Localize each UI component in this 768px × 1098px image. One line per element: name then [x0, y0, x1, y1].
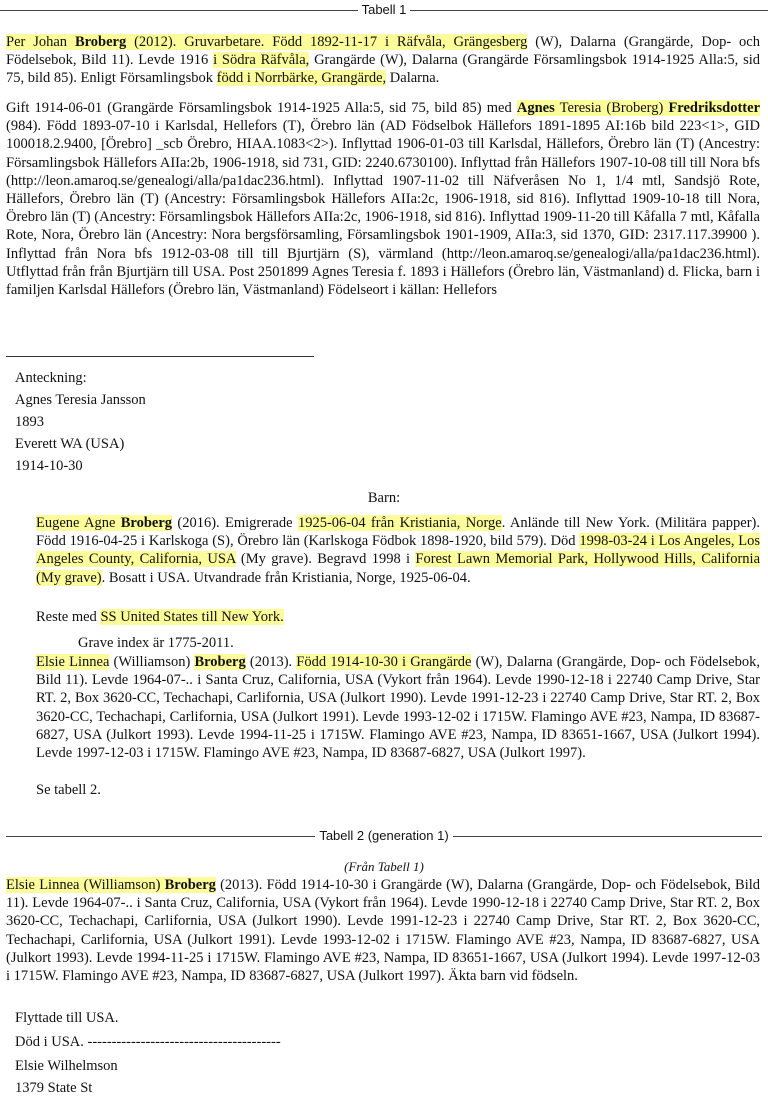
child-eugene-paragraph: Eugene Agne Broberg (2016). Emigrerade 1925-06-04 från Kristiania, Norge. Anlände till New York. (Militära papper). Född 1916-04-25 i Karlskoga (S), Örebro län (Karlskoga Födbok 1898-1920, bild 579). Död 1998-03-24 i Los Angeles, Los Angeles County, California, USA (My grave). Begravd 1998 i Forest Lawn Memorial Park, Hollywood Hills, California (My grave). Bosatt i USA. Utvandrade från Kristiania, Norge, 1925-06-04.	[36, 515, 761, 586]
section-divider	[6, 356, 314, 357]
see-table-link[interactable]: Se tabell 2.	[36, 782, 101, 798]
table1-title: Tabell 1	[0, 2, 768, 17]
grave-index: Grave index är 1775-2011.	[78, 635, 234, 651]
child-elsie-paragraph: Elsie Linnea (Williamson) Broberg (2013). Född 1914-10-30 i Grangärde (W), Dalarna (Grangärde, Dop- och Födelsebok, Bild 11). Levde 1964-07-.. i Santa Cruz, California, USA (Vykort från 1964). Levde 1990-12-18 i 22740 Camp Drive, Star RT. 2, Box 3620-CC, Techachapi, Carlifornia, USA (Julkort 1990). Levde 1991-12-23 i 22740 Camp Drive, Star RT. 2, Box 3620-CC, Techachapi, Carlifornia, USA (Julkort 1991). Levde 1993-12-02 i 1715W. Flamingo AVE #23, Nampa, ID 83687-6827, USA (Julkort 1993). Levde 1994-11-25 i 1715W. Flamingo AVE #23, Nampa, ID 83651-1667, USA (Julkort 1994). Levde 1997-12-03 i 1715W. Flamingo AVE #23, Nampa, ID 83687-6827, USA (Julkort 1997).	[36, 654, 760, 762]
contact-name: Elsie Wilhelmson	[15, 1058, 118, 1074]
child-eugene-travel: Reste med SS United States till New York.	[36, 609, 284, 625]
table2-person-paragraph: Elsie Linnea (Williamson) Broberg (2013). Född 1914-10-30 i Grangärde (W), Dalarna (Grangärde, Dop- och Födelsebok, Bild 11). Levde 1964-07-.. i Santa Cruz, California, USA (Vykort från 1964). Levde 1990-12-18 i 22740 Camp Drive, Star RT. 2, Box 3620-CC, Techachapi, Carlifornia, USA (Julkort 1990). Levde 1991-12-23 i 22740 Camp Drive, Star RT. 2, Box 3620-CC, Techachapi, Carlifornia, USA (Julkort 1991). Levde 1993-12-02 i 1715W. Flamingo AVE #23, Nampa, ID 83687-6827, USA (Julkort 1993). Levde 1994-11-25 i 1715W. Flamingo AVE #23, Nampa, ID 83651-1667, USA (Julkort 1994). Levde 1997-12-03 i 1715W. Flamingo AVE #23, Nampa, ID 83687-6827, USA (Julkort 1997). Äkta barn vid födseln.	[6, 877, 760, 985]
moved-line: Flyttade till USA.	[15, 1010, 119, 1026]
children-label: Barn:	[367, 490, 401, 506]
marriage-paragraph: Gift 1914-06-01 (Grangärde Församlingsbok 1914-1925 Alla:5, sid 75, bild 85) med Agnes Teresia (Broberg) Fredriksdotter (984). Född 1893-07-10 i Karlsdal, Hellefors (T), Örebro län (AD Födselbok Hällefors 1891-1895 AI:16b bild 223<1>, GID 100018.2.9400, [Örebro] _scb Örebro, HIAA.1083<2>). Inflyttad 1906-01-03 till Karlsdal, Hällefors, Örebro län (T) (Ancestry: Församlingsbok Hällefors AIIa:2b, 1906-1918, sid 731, GID: 2240.6730100). Inflyttad från Hällefors 1907-10-08 till till Nora bfs (http://leon.amaroq.se/genealogi/alla/pa1dac236.html). Inflyttad 1907-11-02 till Näfveråsen No 1, 1/4 mtl, Sandsjö Rote, Hällefors, Örebro län (T) (Ancestry: Församlingsbok Hällefors AIIa:2c, 1906-1918, sid 816). Inflyttad 1909-10-18 till Nora, Örebro län (T) (Ancestry: Församlingsbok Hällefors AIIa:2c, 1906-1918, sid 816). Inflyttad 1909-11-20 till Kåfalla 7 mtl, Kåfalla Rote, Nora, Örebro län (Ancestry: Nora bergsförsamling, Församlingsbok 1901-1909, AIIa:3, sid 1370, GID: 2317.117.39900 ). Inflyttad från Nora bfs 1912-03-08 till till Bjurtjärn (S), värmland (http://leon.amaroq.se/genealogi/alla/pa1dac236.html). Utflyttad från från Bjurtjärn till USA. Post 2501899 Agnes Teresia f. 1893 i Hällefors (Örebro län, Västmanland) d. Flicka, barn i familjen Karlsdal Hällefors (Örebro län, Västmanland) Födelseort i källan: Hellefors	[6, 100, 760, 299]
note-line: Everett WA (USA)	[15, 436, 125, 452]
person-paragraph: Per Johan Broberg (2012). Gruvarbetare. Född 1892-11-17 i Räfvåla, Grängesberg (W), Dalarna (Grangärde, Dop- och Födelsebok, Bild 11). Levde 1916 i Södra Räfvåla, Grangärde (W), Dalarna (Grangärde Församlingsbok 1914-1925 Alla:5, sid 75, bild 85). Enligt Församlingsbok född i Norrbärke, Grangärde, Dalarna.	[6, 34, 760, 87]
death-line: Död i USA. ----------------------------------------	[15, 1034, 281, 1050]
note-line: 1893	[15, 414, 44, 430]
note-title: Anteckning:	[15, 370, 87, 386]
table2-title: Tabell 2 (generation 1)	[0, 828, 768, 843]
contact-address: 1379 State St	[15, 1080, 93, 1096]
table1-header	[0, 0, 768, 20]
note-line: Agnes Teresia Jansson	[15, 392, 146, 408]
table2-subtitle: (Från Tabell 1)	[344, 859, 424, 874]
note-line: 1914-10-30	[15, 458, 83, 474]
table2-header	[0, 826, 768, 846]
